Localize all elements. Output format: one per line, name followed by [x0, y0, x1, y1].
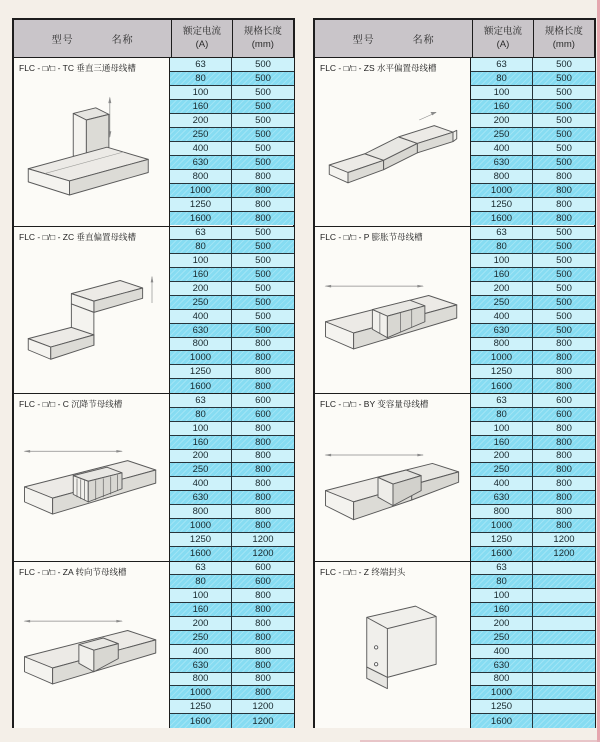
- length-cell: 500: [231, 72, 294, 86]
- current-cell: 100: [170, 422, 231, 436]
- current-cell: 63: [471, 58, 532, 72]
- length-cell: [532, 673, 595, 687]
- col-name-label: 名称: [412, 35, 435, 46]
- length-cell: [532, 714, 595, 728]
- current-cell: 400: [170, 310, 231, 324]
- ratings-grid: [169, 394, 293, 561]
- product-name-cell: [315, 394, 470, 561]
- current-cell: 80: [170, 575, 231, 589]
- current-cell: 160: [170, 436, 231, 450]
- current-cell: 630: [170, 659, 231, 673]
- length-cell: 800: [231, 338, 294, 352]
- length-cell: 500: [231, 254, 294, 268]
- current-cell: 250: [471, 128, 532, 142]
- model-name-header-cell: [14, 20, 171, 57]
- current-cell: 800: [471, 170, 532, 184]
- current-cell: 200: [471, 282, 532, 296]
- length-cell: 500: [532, 156, 595, 170]
- current-cell: 1250: [471, 700, 532, 714]
- length-cell: 500: [231, 268, 294, 282]
- current-cell: 63: [471, 562, 532, 576]
- current-cell: 63: [471, 227, 532, 241]
- current-cell: 1250: [170, 700, 231, 714]
- end-cap-diagram: [317, 580, 468, 727]
- current-cell: 250: [170, 296, 231, 310]
- product-title: FLC - □/□ - ZC 垂直偏置母线槽: [19, 231, 136, 242]
- length-cell: 800: [231, 170, 294, 184]
- product-name-cell: [315, 58, 470, 226]
- length-cell: 800: [532, 505, 595, 519]
- length-cell: [532, 617, 595, 631]
- length-cell: 800: [231, 631, 294, 645]
- current-cell: 100: [471, 254, 532, 268]
- length-cell: 1200: [231, 714, 294, 728]
- product-name-cell: [315, 227, 470, 394]
- length-cell: 500: [231, 282, 294, 296]
- current-cell: 800: [170, 338, 231, 352]
- product-section: [14, 393, 293, 561]
- length-cell: 600: [231, 408, 294, 422]
- length-cell: 500: [231, 100, 294, 114]
- current-cell: 630: [471, 156, 532, 170]
- horizontal-offset-diagram: [317, 76, 468, 224]
- current-cell: 160: [471, 100, 532, 114]
- current-cell: 630: [471, 324, 532, 338]
- length-cell: 500: [532, 296, 595, 310]
- length-cell: 500: [532, 86, 595, 100]
- product-section: [315, 226, 594, 394]
- ratings-grid: [470, 394, 594, 561]
- current-cell: 1250: [170, 198, 231, 212]
- length-cell: 800: [532, 338, 595, 352]
- length-cell: 500: [231, 114, 294, 128]
- col-length-header: [232, 20, 293, 57]
- product-section: [315, 561, 594, 729]
- length-cell: 800: [532, 184, 595, 198]
- length-cell: [532, 562, 595, 576]
- length-cell: 800: [231, 617, 294, 631]
- length-unit: (mm): [552, 38, 575, 50]
- length-cell: [532, 589, 595, 603]
- current-cell: 250: [170, 463, 231, 477]
- length-cell: 500: [231, 156, 294, 170]
- length-cell: 1200: [231, 547, 294, 561]
- length-cell: 800: [532, 422, 595, 436]
- length-cell: 500: [231, 296, 294, 310]
- col-model-label: 型号: [352, 35, 375, 46]
- current-unit: (A): [496, 38, 510, 50]
- length-cell: 500: [532, 227, 595, 241]
- current-cell: 1600: [471, 212, 532, 226]
- length-cell: 800: [532, 212, 595, 226]
- length-cell: 500: [231, 58, 294, 72]
- current-unit: (A): [195, 38, 209, 50]
- current-cell: 400: [471, 310, 532, 324]
- ratings-grid: [470, 227, 594, 394]
- product-title: FLC - □/□ - BY 变容量母线槽: [320, 399, 429, 409]
- current-cell: 630: [471, 491, 532, 505]
- product-section: [315, 58, 594, 226]
- length-cell: 500: [532, 268, 595, 282]
- current-cell: 400: [170, 142, 231, 156]
- current-cell: 1600: [170, 212, 231, 226]
- current-cell: 630: [170, 324, 231, 338]
- length-cell: 800: [231, 379, 294, 393]
- current-label: 额定电流: [483, 26, 522, 38]
- right-product-table: [313, 18, 596, 728]
- length-cell: 800: [231, 645, 294, 659]
- current-cell: 160: [170, 603, 231, 617]
- current-cell: 63: [471, 394, 532, 408]
- length-cell: 500: [532, 310, 595, 324]
- current-cell: 1250: [471, 198, 532, 212]
- current-cell: 1000: [471, 351, 532, 365]
- product-section: [14, 58, 293, 226]
- length-label: 规格长度: [243, 26, 282, 38]
- current-cell: 250: [170, 631, 231, 645]
- length-cell: [532, 659, 595, 673]
- current-cell: 800: [471, 338, 532, 352]
- length-cell: 500: [532, 324, 595, 338]
- product-title: FLC - □/□ - ZA 转向节母线槽: [19, 566, 127, 577]
- current-cell: 1600: [170, 714, 231, 728]
- current-cell: 630: [170, 156, 231, 170]
- table-header: [14, 20, 293, 58]
- length-cell: 800: [532, 379, 595, 393]
- current-cell: 200: [170, 282, 231, 296]
- length-cell: 800: [532, 450, 595, 464]
- table-header: [315, 20, 594, 58]
- length-cell: 500: [231, 227, 294, 241]
- length-cell: 800: [231, 477, 294, 491]
- ratings-grid: [169, 227, 293, 394]
- product-section: [315, 393, 594, 561]
- turning-joint-diagram: [16, 580, 167, 727]
- current-cell: 1250: [471, 533, 532, 547]
- current-cell: 63: [170, 227, 231, 241]
- length-cell: 500: [231, 324, 294, 338]
- current-cell: 160: [170, 100, 231, 114]
- current-cell: 200: [170, 617, 231, 631]
- length-cell: 500: [532, 100, 595, 114]
- current-cell: 200: [170, 114, 231, 128]
- expansion-joint-diagram: [317, 245, 468, 392]
- current-cell: 1000: [471, 519, 532, 533]
- current-cell: 1600: [471, 714, 532, 728]
- product-title: FLC - □/□ - TC 垂直三通母线槽: [19, 63, 136, 73]
- current-label: 额定电流: [182, 26, 221, 38]
- length-cell: 800: [231, 422, 294, 436]
- vertical-offset-diagram: [16, 245, 167, 392]
- current-cell: 100: [471, 86, 532, 100]
- ratings-grid: [169, 562, 293, 729]
- length-cell: 500: [532, 128, 595, 142]
- length-cell: 800: [231, 673, 294, 687]
- current-cell: 400: [471, 645, 532, 659]
- current-cell: 250: [170, 128, 231, 142]
- current-cell: 80: [471, 240, 532, 254]
- product-title: FLC - □/□ - C 沉降节母线槽: [19, 399, 123, 409]
- current-cell: 800: [170, 673, 231, 687]
- current-cell: 1000: [170, 184, 231, 198]
- current-cell: 1000: [170, 686, 231, 700]
- current-cell: 1600: [170, 379, 231, 393]
- current-cell: 400: [471, 142, 532, 156]
- length-cell: 800: [532, 491, 595, 505]
- current-cell: 630: [471, 659, 532, 673]
- length-cell: [532, 631, 595, 645]
- current-cell: 80: [170, 72, 231, 86]
- current-cell: 630: [170, 491, 231, 505]
- current-cell: 160: [170, 268, 231, 282]
- length-cell: 600: [231, 575, 294, 589]
- product-name-cell: [14, 394, 169, 561]
- current-cell: 250: [471, 631, 532, 645]
- length-cell: [532, 575, 595, 589]
- length-cell: 800: [231, 436, 294, 450]
- current-cell: 160: [471, 603, 532, 617]
- current-cell: 200: [471, 450, 532, 464]
- ratings-grid: [470, 562, 594, 729]
- length-cell: 500: [532, 142, 595, 156]
- length-cell: [532, 645, 595, 659]
- length-cell: 800: [231, 519, 294, 533]
- length-cell: 800: [231, 463, 294, 477]
- current-cell: 80: [471, 72, 532, 86]
- current-cell: 800: [170, 170, 231, 184]
- length-cell: 800: [231, 589, 294, 603]
- length-cell: 500: [231, 240, 294, 254]
- current-cell: 100: [170, 86, 231, 100]
- length-cell: 800: [231, 491, 294, 505]
- length-cell: 1200: [532, 533, 595, 547]
- model-name-header-cell: [315, 20, 472, 57]
- current-cell: 1000: [471, 686, 532, 700]
- vertical-tee-diagram: [16, 76, 167, 224]
- length-cell: 800: [532, 463, 595, 477]
- length-label: 规格长度: [544, 26, 583, 38]
- length-cell: 800: [231, 198, 294, 212]
- current-cell: 63: [170, 58, 231, 72]
- current-cell: 1000: [170, 351, 231, 365]
- length-cell: 600: [231, 394, 294, 408]
- current-cell: 160: [471, 268, 532, 282]
- length-cell: [532, 686, 595, 700]
- product-name-cell: [14, 58, 169, 226]
- left-product-table: [12, 18, 295, 728]
- length-cell: 1200: [231, 700, 294, 714]
- product-name-cell: [14, 562, 169, 729]
- length-unit: (mm): [251, 38, 274, 50]
- current-cell: 1250: [170, 533, 231, 547]
- length-cell: 500: [231, 310, 294, 324]
- product-section: [14, 226, 293, 394]
- length-cell: 800: [532, 170, 595, 184]
- current-cell: 63: [170, 562, 231, 576]
- length-cell: 600: [532, 408, 595, 422]
- current-cell: 400: [170, 645, 231, 659]
- current-cell: 80: [471, 408, 532, 422]
- length-cell: [532, 700, 595, 714]
- current-cell: 800: [471, 673, 532, 687]
- length-cell: 800: [532, 198, 595, 212]
- length-cell: 800: [231, 686, 294, 700]
- length-cell: 800: [231, 351, 294, 365]
- current-cell: 80: [170, 240, 231, 254]
- length-cell: 800: [231, 184, 294, 198]
- length-cell: 800: [532, 436, 595, 450]
- length-cell: 800: [231, 505, 294, 519]
- current-cell: 100: [170, 589, 231, 603]
- length-cell: 500: [532, 58, 595, 72]
- ratings-grid: [169, 58, 293, 226]
- length-cell: 800: [231, 603, 294, 617]
- length-cell: 1200: [532, 547, 595, 561]
- current-cell: 63: [170, 394, 231, 408]
- current-cell: 1000: [170, 519, 231, 533]
- current-cell: 100: [471, 422, 532, 436]
- length-cell: 500: [532, 240, 595, 254]
- length-cell: 500: [532, 282, 595, 296]
- product-title: FLC - □/□ - P 膨胀节母线槽: [320, 231, 423, 242]
- length-cell: 800: [532, 365, 595, 379]
- length-cell: 600: [532, 394, 595, 408]
- current-cell: 250: [471, 463, 532, 477]
- length-cell: [532, 603, 595, 617]
- length-cell: 800: [532, 519, 595, 533]
- length-cell: 800: [532, 351, 595, 365]
- product-title: FLC - □/□ - ZS 水平偏置母线槽: [320, 63, 437, 73]
- current-cell: 1000: [471, 184, 532, 198]
- current-cell: 200: [471, 617, 532, 631]
- current-cell: 200: [471, 114, 532, 128]
- ratings-grid: [470, 58, 594, 226]
- length-cell: 500: [231, 128, 294, 142]
- product-name-cell: [14, 227, 169, 394]
- current-cell: 1600: [170, 547, 231, 561]
- length-cell: 600: [231, 562, 294, 576]
- length-cell: 500: [231, 86, 294, 100]
- settlement-joint-diagram: [16, 412, 167, 559]
- product-name-cell: [315, 562, 470, 729]
- col-current-header: [472, 20, 532, 57]
- product-section: [14, 561, 293, 729]
- length-cell: 800: [231, 450, 294, 464]
- current-cell: 400: [471, 477, 532, 491]
- length-cell: 1200: [231, 533, 294, 547]
- current-cell: 200: [170, 450, 231, 464]
- current-cell: 100: [170, 254, 231, 268]
- current-cell: 400: [170, 477, 231, 491]
- col-model-label: 型号: [51, 35, 74, 46]
- current-cell: 80: [471, 575, 532, 589]
- current-cell: 1600: [471, 547, 532, 561]
- col-length-header: [533, 20, 594, 57]
- length-cell: 500: [231, 142, 294, 156]
- col-current-header: [171, 20, 231, 57]
- length-cell: 800: [231, 659, 294, 673]
- length-cell: 500: [532, 72, 595, 86]
- current-cell: 160: [471, 436, 532, 450]
- current-cell: 1250: [471, 365, 532, 379]
- length-cell: 500: [532, 114, 595, 128]
- current-cell: 100: [471, 589, 532, 603]
- current-cell: 250: [471, 296, 532, 310]
- col-name-label: 名称: [111, 35, 134, 46]
- product-title: FLC - □/□ - Z 终端封头: [320, 566, 406, 577]
- current-cell: 800: [471, 505, 532, 519]
- current-cell: 80: [170, 408, 231, 422]
- current-cell: 800: [170, 505, 231, 519]
- length-cell: 800: [231, 212, 294, 226]
- current-cell: 1250: [170, 365, 231, 379]
- length-cell: 800: [231, 365, 294, 379]
- length-cell: 500: [532, 254, 595, 268]
- length-cell: 800: [532, 477, 595, 491]
- current-cell: 1600: [471, 379, 532, 393]
- variable-capacity-diagram: [317, 412, 468, 559]
